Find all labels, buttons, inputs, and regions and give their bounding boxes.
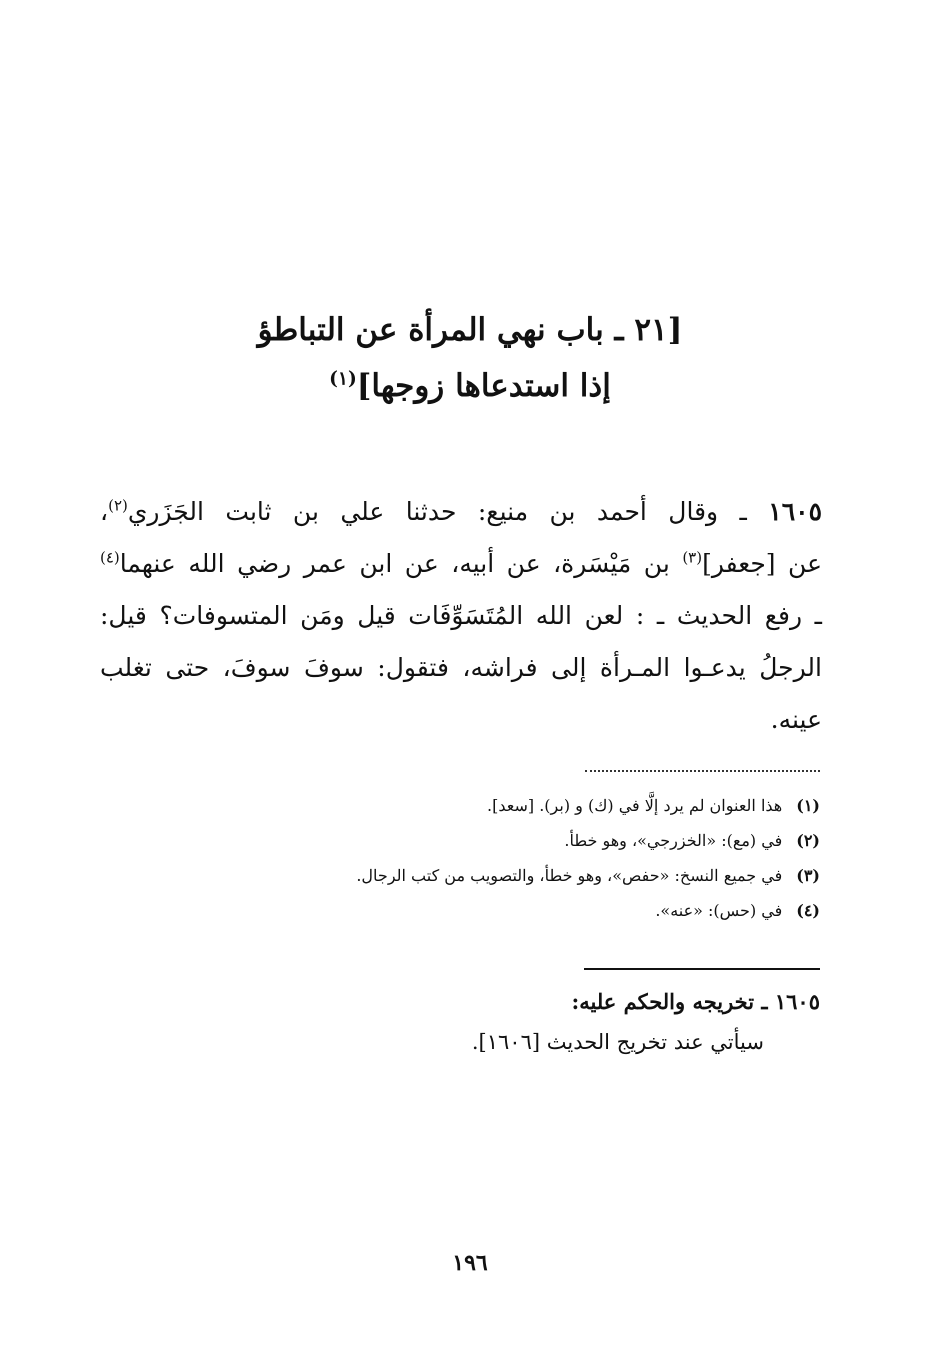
hadith-line-2-a: عن [جعفر] — [702, 549, 823, 578]
footnotes — [120, 788, 820, 928]
footnote-text: في (حس): «عنه». — [655, 901, 783, 920]
footnote-separator — [585, 770, 820, 772]
footnote-text: في (مع): «الخزرجي»، وهو خطأ. — [564, 831, 783, 850]
footnote-number: (٤) — [796, 901, 820, 920]
footnote-number: (٣) — [796, 866, 820, 885]
hadith-text — [100, 486, 822, 746]
hadith-line-2-b: بن مَيْسَرة، عن أبيه، عن ابن عمر رضي الله عنهما — [119, 549, 683, 578]
hadith-line-2 — [100, 538, 822, 590]
footnote-text: هذا العنوان لم يرد إلَّا في (ك) و (بر). [سعد]. — [487, 796, 783, 815]
chapter-title-line-2 — [120, 358, 820, 414]
footnote-4 — [120, 893, 820, 928]
takhrij-section — [120, 982, 820, 1062]
hadith-number: ١٦٠٥ — [768, 497, 822, 526]
hadith-line-3: ـ رفع الحديث ـ : لعن الله المُتَسَوِّفَات قيل ومَن المتسوفات؟ قيل: — [100, 601, 822, 630]
footnote-number: (٢) — [796, 831, 820, 850]
footnote-ref-4: (٤) — [100, 548, 120, 567]
footnote-number: (١) — [796, 796, 820, 815]
hadith-line-1-tail: ، — [100, 497, 109, 526]
hadith-line-1-text: ـ وقال أحمد بن منيع: حدثنا علي بن ثابت الجَزَري — [127, 497, 747, 526]
footnote-3 — [120, 858, 820, 893]
footnote-ref-2: (٢) — [108, 496, 128, 515]
chapter-title — [120, 302, 820, 414]
footnote-1 — [120, 788, 820, 823]
hadith-line-1 — [100, 486, 822, 538]
hadith-line-4: الرجلُ يدعـوا المـرأة إلى فراشه، فتقول: سوفَ سوفَ، حتى تغلب — [100, 653, 822, 682]
footnote-text: في جميع النسخ: «حفص»، وهو خطأ، والتصويب من كتب الرجال. — [356, 866, 783, 885]
takhrij-body: سيأتي عند تخريج الحديث [١٦٠٦]. — [471, 1030, 764, 1054]
takhrij-heading: ١٦٠٥ ـ تخريجه والحكم عليه: — [571, 989, 820, 1014]
chapter-title-line-1: [٢١ ـ باب نهي المرأة عن التباطؤ — [257, 312, 683, 348]
hadith-line-5: عينه. — [770, 705, 822, 734]
page-number: ١٩٦ — [452, 1250, 488, 1276]
footnote-ref-3: (٣) — [682, 548, 703, 567]
takhrij-separator — [584, 968, 820, 970]
chapter-title-line-2-text: إذا استدعاها زوجها] — [356, 368, 611, 404]
footnote-ref-1: (١) — [329, 368, 357, 390]
footnote-2 — [120, 823, 820, 858]
